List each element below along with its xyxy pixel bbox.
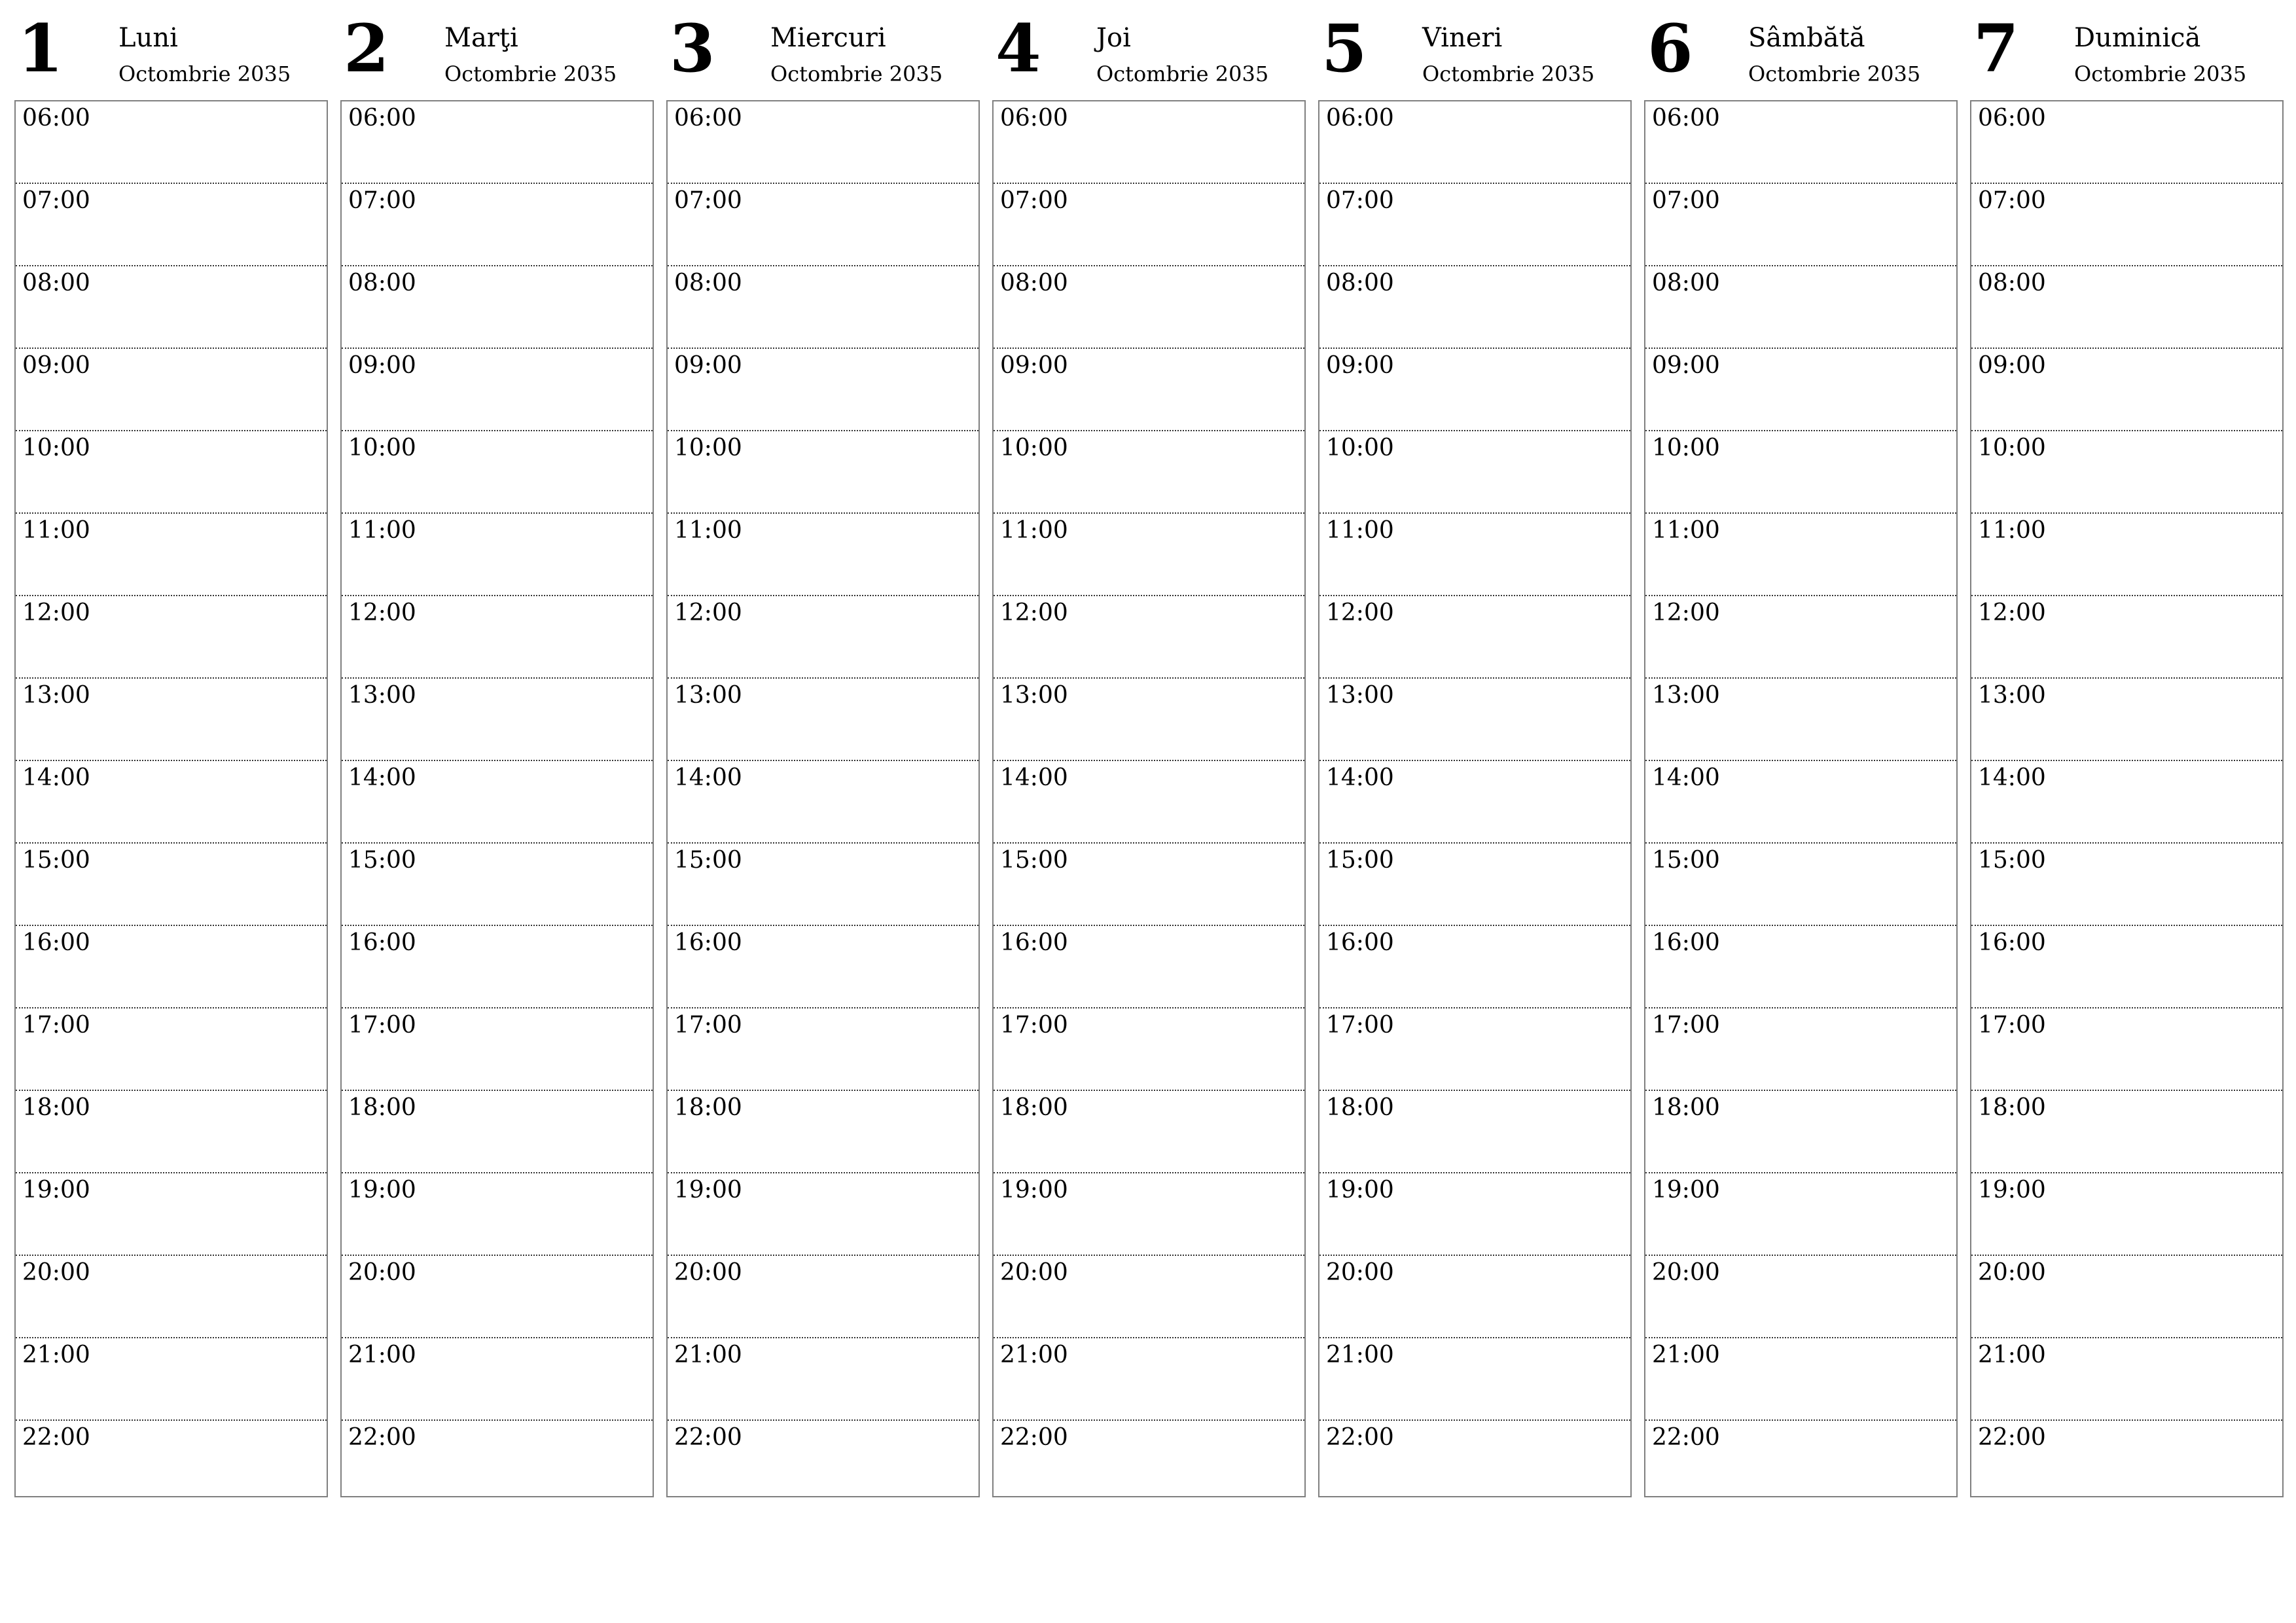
time-slot-label: 06:00	[1000, 105, 1068, 132]
time-slot-label: 15:00	[674, 847, 742, 874]
time-slot[interactable]	[1971, 761, 2282, 844]
time-slot[interactable]	[1645, 1008, 1956, 1091]
time-slot-label: 16:00	[1326, 929, 1394, 956]
time-slot-label: 06:00	[22, 105, 90, 132]
time-slot-label: 17:00	[1652, 1012, 1720, 1039]
time-slot-label: 06:00	[1652, 105, 1720, 132]
time-slot-label: 08:00	[1652, 270, 1720, 296]
day-column	[1318, 0, 1632, 1451]
time-slot-label: 07:00	[1978, 187, 2046, 214]
time-slot[interactable]	[1971, 1421, 2282, 1503]
time-slot-label: 19:00	[22, 1177, 90, 1204]
time-slot-label: 14:00	[674, 764, 742, 791]
time-slot[interactable]	[994, 761, 1304, 844]
time-slot[interactable]	[1971, 596, 2282, 679]
time-slot[interactable]	[16, 431, 327, 514]
day-month-label: Octombrie 2035	[770, 62, 943, 86]
time-slot-label: 08:00	[674, 270, 742, 296]
time-slot-label: 15:00	[22, 847, 90, 874]
time-slot-label: 17:00	[22, 1012, 90, 1039]
day-header	[1970, 0, 2284, 100]
time-slot[interactable]	[668, 926, 978, 1008]
day-number: 2	[344, 10, 389, 87]
time-slot-label: 17:00	[348, 1012, 416, 1039]
time-slot[interactable]	[1971, 349, 2282, 431]
day-header	[340, 0, 654, 100]
time-slot[interactable]	[994, 266, 1304, 349]
time-slot-label: 12:00	[1652, 599, 1720, 626]
time-slot[interactable]	[994, 184, 1304, 266]
time-slot[interactable]	[1319, 1091, 1630, 1173]
time-slot-label: 18:00	[348, 1094, 416, 1121]
time-slot-label: 18:00	[22, 1094, 90, 1121]
time-slot[interactable]	[16, 596, 327, 679]
time-slot[interactable]	[1645, 926, 1956, 1008]
day-month-label: Octombrie 2035	[1096, 62, 1269, 86]
day-schedule-box	[340, 100, 654, 1497]
time-slot-label: 08:00	[1000, 270, 1068, 296]
time-slot[interactable]	[342, 1421, 653, 1503]
time-slot[interactable]	[342, 1008, 653, 1091]
time-slot[interactable]	[1645, 184, 1956, 266]
day-month-label: Octombrie 2035	[444, 62, 617, 86]
time-slot[interactable]	[668, 679, 978, 761]
time-slot[interactable]	[342, 431, 653, 514]
time-slot[interactable]	[342, 514, 653, 596]
day-name: Miercuri	[770, 23, 886, 53]
time-slot-label: 19:00	[1652, 1177, 1720, 1204]
time-slot-label: 07:00	[1000, 187, 1068, 214]
time-slot-label: 16:00	[1978, 929, 2046, 956]
time-slot-label: 17:00	[674, 1012, 742, 1039]
day-name: Luni	[118, 23, 178, 53]
time-slot[interactable]	[342, 184, 653, 266]
time-slot-label: 08:00	[348, 270, 416, 296]
day-schedule-box	[992, 100, 1306, 1497]
time-slot[interactable]	[1971, 184, 2282, 266]
day-name: Duminică	[2074, 23, 2201, 53]
time-slot[interactable]	[668, 266, 978, 349]
time-slot[interactable]	[16, 1338, 327, 1421]
time-slot[interactable]	[16, 349, 327, 431]
time-slot-label: 19:00	[348, 1177, 416, 1204]
time-slot[interactable]	[1645, 101, 1956, 184]
day-column	[340, 0, 654, 1451]
time-slot-label: 18:00	[1000, 1094, 1068, 1121]
time-slot[interactable]	[1971, 844, 2282, 926]
time-slot-label: 21:00	[1978, 1342, 2046, 1368]
time-slot-label: 06:00	[1978, 105, 2046, 132]
time-slot-label: 10:00	[1326, 435, 1394, 461]
day-month-label: Octombrie 2035	[118, 62, 291, 86]
day-header	[992, 0, 1306, 100]
time-slot-label: 11:00	[674, 517, 742, 544]
time-slot[interactable]	[1971, 1008, 2282, 1091]
day-number: 3	[670, 10, 715, 87]
time-slot-label: 15:00	[1326, 847, 1394, 874]
time-slot-label: 19:00	[1000, 1177, 1068, 1204]
time-slot-label: 22:00	[1000, 1424, 1068, 1451]
time-slot[interactable]	[342, 926, 653, 1008]
time-slot-label: 14:00	[1326, 764, 1394, 791]
time-slot-label: 09:00	[348, 352, 416, 379]
day-number: 1	[18, 10, 63, 87]
time-slot-label: 13:00	[1978, 682, 2046, 709]
time-slot[interactable]	[16, 1256, 327, 1338]
time-slot-label: 09:00	[1326, 352, 1394, 379]
time-slot-label: 14:00	[1652, 764, 1720, 791]
time-slot-label: 20:00	[348, 1259, 416, 1286]
time-slot[interactable]	[16, 844, 327, 926]
time-slot[interactable]	[1319, 596, 1630, 679]
time-slot-label: 22:00	[22, 1424, 90, 1451]
time-slot[interactable]	[342, 844, 653, 926]
time-slot-label: 11:00	[348, 517, 416, 544]
time-slot[interactable]	[1645, 514, 1956, 596]
time-slot-label: 10:00	[348, 435, 416, 461]
time-slot[interactable]	[1645, 1256, 1956, 1338]
time-slot[interactable]	[668, 761, 978, 844]
time-slot[interactable]	[1645, 761, 1956, 844]
time-slot-label: 08:00	[22, 270, 90, 296]
time-slot[interactable]	[668, 349, 978, 431]
day-column	[14, 0, 328, 1451]
day-schedule-box	[1970, 100, 2284, 1497]
time-slot[interactable]	[994, 101, 1304, 184]
time-slot-label: 22:00	[1326, 1424, 1394, 1451]
time-slot[interactable]	[16, 514, 327, 596]
time-slot-label: 07:00	[674, 187, 742, 214]
time-slot-label: 19:00	[1978, 1177, 2046, 1204]
time-slot-label: 06:00	[1326, 105, 1394, 132]
time-slot[interactable]	[1319, 1008, 1630, 1091]
time-slot[interactable]	[1971, 1256, 2282, 1338]
time-slot-label: 09:00	[674, 352, 742, 379]
time-slot[interactable]	[16, 1421, 327, 1503]
time-slot[interactable]	[1319, 1338, 1630, 1421]
time-slot[interactable]	[668, 1173, 978, 1256]
time-slot[interactable]	[1645, 596, 1956, 679]
day-number: 4	[996, 10, 1041, 87]
time-slot[interactable]	[1645, 1091, 1956, 1173]
time-slot-label: 17:00	[1000, 1012, 1068, 1039]
day-number: 5	[1321, 10, 1367, 87]
time-slot[interactable]	[1319, 514, 1630, 596]
time-slot[interactable]	[342, 761, 653, 844]
time-slot-label: 21:00	[1326, 1342, 1394, 1368]
time-slot[interactable]	[342, 266, 653, 349]
time-slot[interactable]	[342, 1338, 653, 1421]
time-slot[interactable]	[994, 514, 1304, 596]
time-slot-label: 08:00	[1326, 270, 1394, 296]
time-slot-label: 14:00	[1978, 764, 2046, 791]
time-slot-label: 11:00	[1326, 517, 1394, 544]
time-slot[interactable]	[1645, 266, 1956, 349]
time-slot[interactable]	[1319, 761, 1630, 844]
time-slot-label: 12:00	[1326, 599, 1394, 626]
time-slot[interactable]	[1971, 431, 2282, 514]
time-slot[interactable]	[668, 101, 978, 184]
time-slot-label: 21:00	[22, 1342, 90, 1368]
time-slot[interactable]	[668, 844, 978, 926]
day-schedule-box	[14, 100, 328, 1497]
time-slot[interactable]	[1319, 266, 1630, 349]
time-slot-label: 22:00	[1978, 1424, 2046, 1451]
day-schedule-box	[1318, 100, 1632, 1497]
time-slot[interactable]	[1319, 1173, 1630, 1256]
time-slot-label: 14:00	[22, 764, 90, 791]
time-slot-label: 10:00	[1978, 435, 2046, 461]
time-slot[interactable]	[16, 184, 327, 266]
time-slot-label: 09:00	[1652, 352, 1720, 379]
time-slot[interactable]	[994, 679, 1304, 761]
time-slot-label: 15:00	[1652, 847, 1720, 874]
time-slot[interactable]	[1971, 1173, 2282, 1256]
time-slot-label: 07:00	[348, 187, 416, 214]
time-slot[interactable]	[16, 101, 327, 184]
day-column	[1644, 0, 1958, 1451]
day-header	[666, 0, 980, 100]
day-month-label: Octombrie 2035	[2074, 62, 2247, 86]
time-slot[interactable]	[1319, 1421, 1630, 1503]
time-slot[interactable]	[994, 844, 1304, 926]
time-slot-label: 13:00	[674, 682, 742, 709]
time-slot[interactable]	[1971, 1338, 2282, 1421]
time-slot-label: 06:00	[674, 105, 742, 132]
day-column	[666, 0, 980, 1451]
time-slot-label: 13:00	[22, 682, 90, 709]
day-column	[1970, 0, 2284, 1451]
time-slot-label: 21:00	[348, 1342, 416, 1368]
time-slot-label: 06:00	[348, 105, 416, 132]
time-slot[interactable]	[1645, 349, 1956, 431]
day-number: 7	[1973, 10, 2019, 87]
day-month-label: Octombrie 2035	[1748, 62, 1921, 86]
time-slot[interactable]	[668, 1256, 978, 1338]
time-slot-label: 10:00	[674, 435, 742, 461]
day-header	[14, 0, 328, 100]
time-slot-label: 20:00	[1978, 1259, 2046, 1286]
day-header	[1318, 0, 1632, 100]
time-slot[interactable]	[1645, 844, 1956, 926]
time-slot[interactable]	[16, 1173, 327, 1256]
time-slot[interactable]	[1319, 349, 1630, 431]
time-slot[interactable]	[1319, 1256, 1630, 1338]
time-slot-label: 18:00	[1652, 1094, 1720, 1121]
time-slot-label: 22:00	[1652, 1424, 1720, 1451]
time-slot-label: 15:00	[1978, 847, 2046, 874]
time-slot-label: 20:00	[1000, 1259, 1068, 1286]
time-slot-label: 12:00	[674, 599, 742, 626]
time-slot-label: 12:00	[1978, 599, 2046, 626]
time-slot[interactable]	[1319, 101, 1630, 184]
time-slot[interactable]	[1645, 1338, 1956, 1421]
time-slot-label: 12:00	[348, 599, 416, 626]
time-slot-label: 16:00	[1000, 929, 1068, 956]
day-column	[992, 0, 1306, 1451]
time-slot-label: 10:00	[1000, 435, 1068, 461]
time-slot[interactable]	[1319, 679, 1630, 761]
time-slot-label: 13:00	[1652, 682, 1720, 709]
time-slot[interactable]	[342, 1091, 653, 1173]
time-slot[interactable]	[1645, 679, 1956, 761]
time-slot-label: 16:00	[348, 929, 416, 956]
time-slot[interactable]	[1971, 679, 2282, 761]
time-slot[interactable]	[994, 1173, 1304, 1256]
time-slot-label: 11:00	[1000, 517, 1068, 544]
day-month-label: Octombrie 2035	[1422, 62, 1595, 86]
time-slot-label: 21:00	[1652, 1342, 1720, 1368]
time-slot[interactable]	[668, 514, 978, 596]
time-slot[interactable]	[668, 184, 978, 266]
time-slot-label: 12:00	[22, 599, 90, 626]
time-slot[interactable]	[1971, 1091, 2282, 1173]
time-slot-label: 15:00	[348, 847, 416, 874]
time-slot[interactable]	[16, 679, 327, 761]
time-slot-label: 20:00	[22, 1259, 90, 1286]
time-slot-label: 21:00	[674, 1342, 742, 1368]
time-slot-label: 14:00	[348, 764, 416, 791]
time-slot[interactable]	[994, 1256, 1304, 1338]
time-slot[interactable]	[16, 926, 327, 1008]
day-header	[1644, 0, 1958, 100]
time-slot-label: 17:00	[1326, 1012, 1394, 1039]
time-slot-label: 11:00	[22, 517, 90, 544]
day-name: Sâmbătă	[1748, 23, 1865, 53]
time-slot-label: 16:00	[674, 929, 742, 956]
time-slot-label: 20:00	[674, 1259, 742, 1286]
time-slot-label: 08:00	[1978, 270, 2046, 296]
time-slot[interactable]	[342, 596, 653, 679]
time-slot[interactable]	[994, 349, 1304, 431]
time-slot-label: 11:00	[1652, 517, 1720, 544]
time-slot-label: 10:00	[1652, 435, 1720, 461]
time-slot-label: 11:00	[1978, 517, 2046, 544]
time-slot-label: 20:00	[1326, 1259, 1394, 1286]
time-slot[interactable]	[994, 926, 1304, 1008]
time-slot[interactable]	[1971, 266, 2282, 349]
time-slot-label: 09:00	[1000, 352, 1068, 379]
time-slot[interactable]	[16, 1008, 327, 1091]
time-slot-label: 09:00	[1978, 352, 2046, 379]
time-slot-label: 22:00	[674, 1424, 742, 1451]
time-slot[interactable]	[1319, 844, 1630, 926]
time-slot-label: 22:00	[348, 1424, 416, 1451]
time-slot[interactable]	[994, 1091, 1304, 1173]
time-slot[interactable]	[342, 1256, 653, 1338]
time-slot-label: 18:00	[674, 1094, 742, 1121]
time-slot[interactable]	[994, 1338, 1304, 1421]
time-slot[interactable]	[668, 596, 978, 679]
time-slot[interactable]	[16, 761, 327, 844]
time-slot-label: 19:00	[674, 1177, 742, 1204]
time-slot-label: 18:00	[1326, 1094, 1394, 1121]
time-slot-label: 15:00	[1000, 847, 1068, 874]
time-slot-label: 13:00	[348, 682, 416, 709]
time-slot[interactable]	[1645, 1173, 1956, 1256]
time-slot[interactable]	[1971, 101, 2282, 184]
time-slot[interactable]	[1645, 1421, 1956, 1503]
time-slot[interactable]	[1971, 514, 2282, 596]
time-slot[interactable]	[342, 679, 653, 761]
time-slot[interactable]	[994, 596, 1304, 679]
time-slot[interactable]	[342, 349, 653, 431]
time-slot-label: 09:00	[22, 352, 90, 379]
day-name: Vineri	[1422, 23, 1503, 53]
time-slot-label: 12:00	[1000, 599, 1068, 626]
day-schedule-box	[666, 100, 980, 1497]
time-slot[interactable]	[16, 1091, 327, 1173]
time-slot-label: 18:00	[1978, 1094, 2046, 1121]
time-slot[interactable]	[1645, 431, 1956, 514]
time-slot[interactable]	[668, 1008, 978, 1091]
day-name: Joi	[1096, 23, 1131, 53]
time-slot[interactable]	[994, 1421, 1304, 1503]
time-slot-label: 14:00	[1000, 764, 1068, 791]
time-slot[interactable]	[1971, 926, 2282, 1008]
time-slot-label: 17:00	[1978, 1012, 2046, 1039]
time-slot-label: 07:00	[1652, 187, 1720, 214]
time-slot[interactable]	[1319, 431, 1630, 514]
time-slot[interactable]	[16, 266, 327, 349]
time-slot-label: 20:00	[1652, 1259, 1720, 1286]
time-slot[interactable]	[342, 101, 653, 184]
time-slot[interactable]	[994, 431, 1304, 514]
time-slot[interactable]	[668, 1338, 978, 1421]
day-schedule-box	[1644, 100, 1958, 1497]
time-slot-label: 10:00	[22, 435, 90, 461]
time-slot[interactable]	[1319, 184, 1630, 266]
time-slot-label: 16:00	[22, 929, 90, 956]
time-slot[interactable]	[994, 1008, 1304, 1091]
day-number: 6	[1647, 10, 1693, 87]
time-slot-label: 13:00	[1000, 682, 1068, 709]
time-slot-label: 16:00	[1652, 929, 1720, 956]
time-slot-label: 13:00	[1326, 682, 1394, 709]
time-slot[interactable]	[1319, 926, 1630, 1008]
time-slot-label: 21:00	[1000, 1342, 1068, 1368]
time-slot[interactable]	[668, 1421, 978, 1503]
time-slot[interactable]	[668, 431, 978, 514]
day-name: Marţi	[444, 23, 518, 53]
time-slot[interactable]	[668, 1091, 978, 1173]
time-slot[interactable]	[342, 1173, 653, 1256]
time-slot-label: 07:00	[22, 187, 90, 214]
time-slot-label: 07:00	[1326, 187, 1394, 214]
time-slot-label: 19:00	[1326, 1177, 1394, 1204]
